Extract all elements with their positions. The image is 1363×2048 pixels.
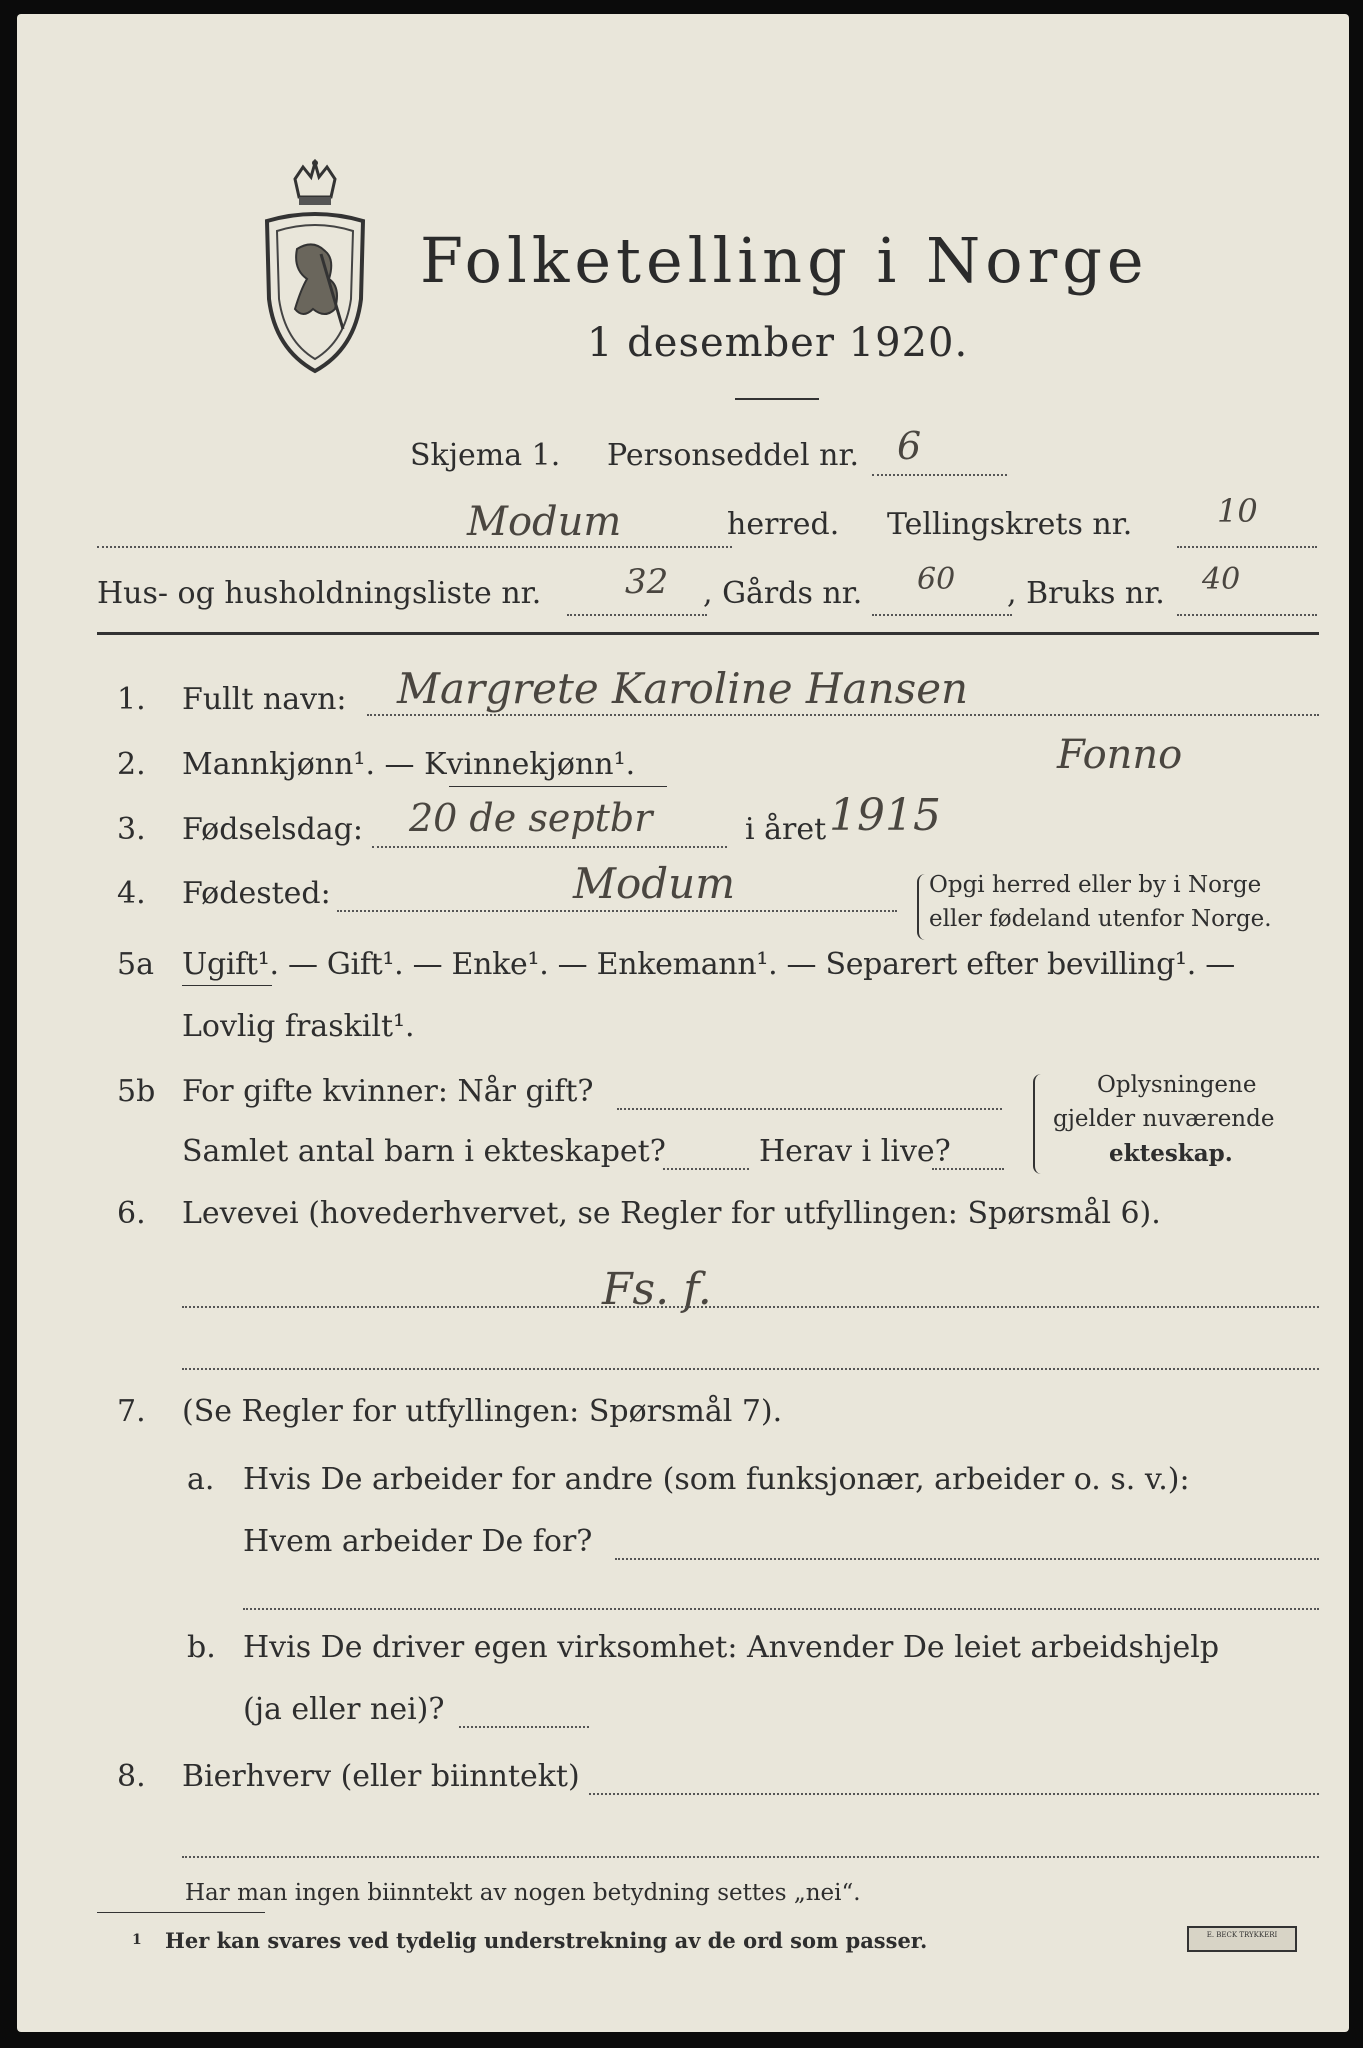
- q3-field-line: [372, 846, 727, 848]
- q3-year-label: i året: [745, 812, 827, 847]
- q7b-line1: Hvis De driver egen virksomhet: Anvender De leiet arbeidshjelp: [243, 1630, 1220, 1665]
- q7b-line2: (ja eller nei)?: [243, 1692, 445, 1727]
- herred-label: herred.: [727, 507, 840, 542]
- hus-value: 32: [625, 562, 669, 602]
- q8-field-line-2: [182, 1856, 1319, 1858]
- q2-label: Mannkjønn¹. — Kvinnekjønn¹.: [182, 747, 636, 782]
- q7-number: 7.: [117, 1394, 146, 1429]
- q7b-letter: b.: [187, 1630, 216, 1665]
- q3-value: 20 de septbr: [409, 796, 653, 840]
- schema-label: Skjema 1.: [410, 438, 561, 473]
- q5b-line1: For gifte kvinner: Når gift?: [182, 1074, 594, 1109]
- bruks-field-line: [1177, 614, 1317, 616]
- tellingskrets-label: Tellingskrets nr.: [887, 507, 1133, 542]
- gards-field-line: [872, 614, 1012, 616]
- q5b-note-line1: Oplysningene: [1097, 1072, 1257, 1098]
- q4-field-line: [337, 910, 897, 912]
- footnote-rule: [97, 1912, 265, 1913]
- q4-label: Fødested:: [182, 876, 331, 911]
- q8-label: Bierhverv (eller biinntekt): [182, 1759, 580, 1794]
- q4-value: Modum: [573, 859, 736, 908]
- q6-number: 6.: [117, 1196, 146, 1231]
- q6-field-line-2: [182, 1368, 1319, 1370]
- q8-note: Har man ingen biinntekt av nogen betydning settes „nei“.: [185, 1880, 861, 1906]
- q5b-married-field-line: [617, 1108, 1002, 1110]
- footnote-text: Her kan svares ved tydelig understrekning av de ord som passer.: [165, 1928, 928, 1953]
- form-title: Folketelling i Norge: [420, 224, 1149, 297]
- q5b-note-brace: [1033, 1074, 1041, 1174]
- q3-label: Fødselsdag:: [182, 812, 363, 847]
- herred-value: Modum: [467, 499, 622, 545]
- census-date: 1 desember 1920.: [587, 320, 969, 366]
- q3-year-value: 1915: [829, 790, 941, 841]
- q5b-line2a: Samlet antal barn i ekteskapet?: [182, 1134, 666, 1169]
- q7a-field-line-1: [615, 1558, 1319, 1560]
- q5b-note-line2: gjelder nuværende: [1053, 1106, 1275, 1132]
- bruks-value: 40: [1202, 562, 1241, 597]
- q1-value: Margrete Karoline Hansen: [397, 664, 969, 713]
- herred-field-line: [97, 546, 732, 548]
- q7a-letter: a.: [187, 1462, 215, 1497]
- hus-field-line: [567, 614, 707, 616]
- q5b-note-line3: ekteskap.: [1109, 1140, 1233, 1167]
- q4-number: 4.: [117, 876, 146, 911]
- q7b-field-line: [459, 1726, 589, 1728]
- q2-value: Fonno: [1057, 732, 1183, 778]
- footnote-marker: 1: [132, 1932, 142, 1948]
- q6-field-line-1: [182, 1306, 1319, 1308]
- gards-value: 60: [917, 562, 956, 597]
- kvinnekjonn-underline: [449, 786, 667, 787]
- q7-label: (Se Regler for utfyllingen: Spørsmål 7).: [182, 1394, 783, 1429]
- q4-note-line2: eller fødeland utenfor Norge.: [929, 906, 1272, 932]
- q5b-line2b: Herav i live?: [759, 1134, 951, 1169]
- q1-number: 1.: [117, 682, 146, 717]
- q8-number: 8.: [117, 1759, 146, 1794]
- q1-label: Fullt navn:: [182, 682, 347, 717]
- q4-note-brace: [917, 874, 925, 940]
- ugift-underline: [182, 985, 272, 986]
- q6-label: Levevei (hovederhvervet, se Regler for utfyllingen: Spørsmål 6).: [182, 1196, 1161, 1231]
- title-divider: [735, 398, 819, 400]
- q8-field-line-1: [589, 1793, 1319, 1795]
- tellingskrets-value: 10: [1217, 492, 1258, 530]
- hus-label: Hus- og husholdningsliste nr.: [97, 576, 542, 611]
- q5b-children-field-line: [663, 1168, 749, 1170]
- census-form-sheet: [17, 14, 1349, 2032]
- q5b-alive-field-line: [932, 1168, 1004, 1170]
- coat-of-arms-icon: [255, 159, 375, 374]
- tellingskrets-field-line: [1177, 546, 1317, 548]
- q5b-number: 5b: [117, 1074, 156, 1109]
- q1-field-line: [367, 714, 1319, 716]
- gards-label: , Gårds nr.: [703, 576, 863, 611]
- q7a-line2: Hvem arbeider De for?: [243, 1524, 593, 1559]
- personseddel-label: Personseddel nr.: [607, 438, 860, 473]
- q7a-field-line-2: [243, 1608, 1319, 1610]
- q6-value: Fs. f.: [602, 1264, 712, 1315]
- personseddel-field-line: [872, 474, 1007, 476]
- q2-number: 2.: [117, 747, 146, 782]
- q7a-line1: Hvis De arbeider for andre (som funksjonær, arbeider o. s. v.):: [243, 1462, 1190, 1497]
- header-rule: [97, 632, 1319, 635]
- q5a-number: 5a: [117, 947, 154, 982]
- q5a-line1: Ugift¹. — Gift¹. — Enke¹. — Enkemann¹. — Separert efter bevilling¹. —: [182, 947, 1235, 982]
- personseddel-value: 6: [897, 424, 922, 468]
- q5a-line2: Lovlig fraskilt¹.: [182, 1009, 415, 1044]
- q3-number: 3.: [117, 812, 146, 847]
- q4-note-line1: Opgi herred eller by i Norge: [929, 872, 1262, 898]
- bruks-label: , Bruks nr.: [1007, 576, 1165, 611]
- printer-stamp: E. BECK TRYKKERI: [1187, 1926, 1297, 1952]
